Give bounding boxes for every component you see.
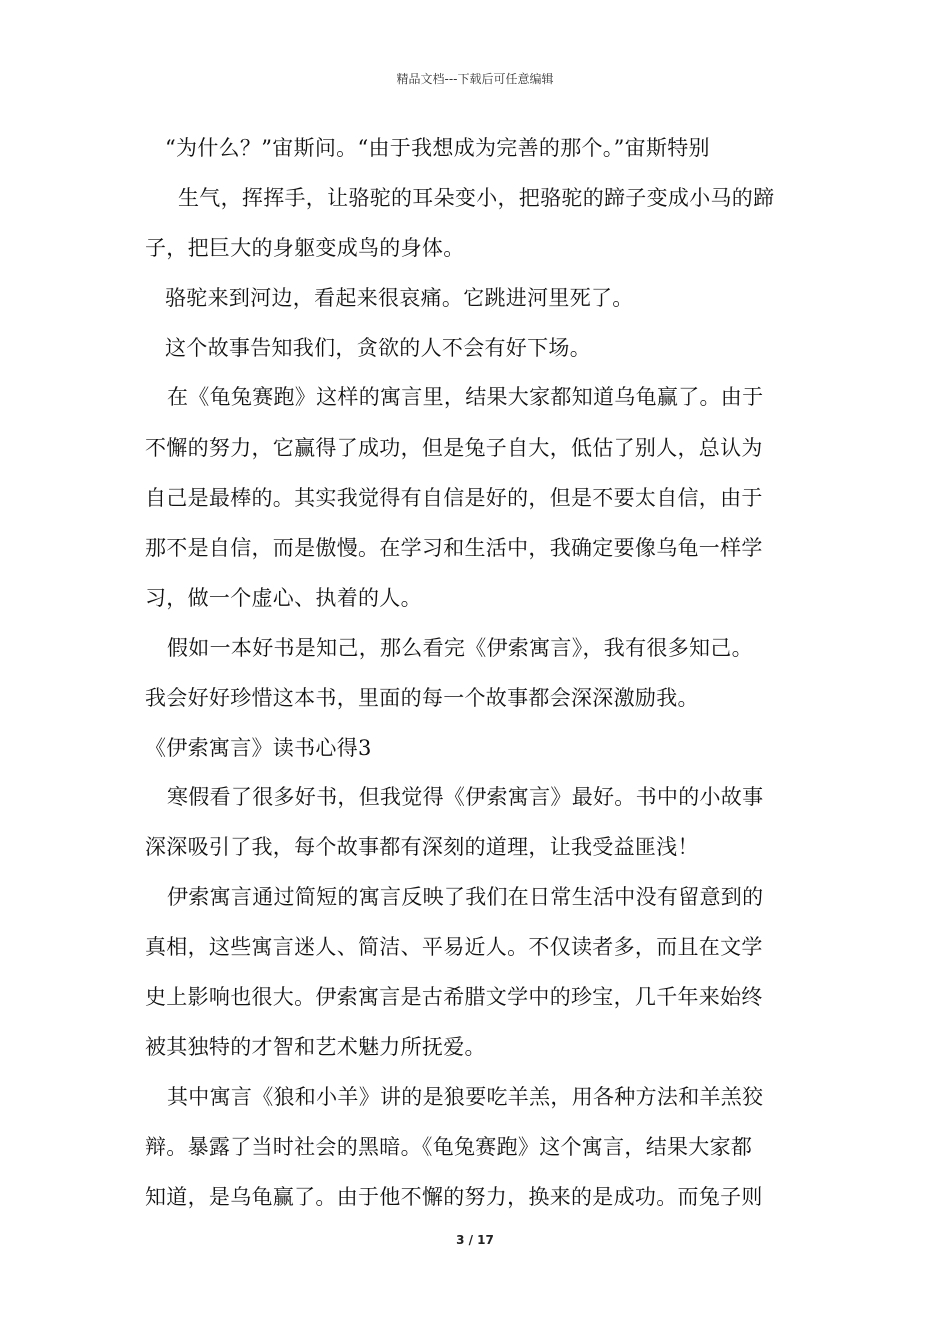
paragraph-line: 其中寓言《狼和小羊》讲的是狼要吃羊羔，用各种方法和羊羔狡 — [167, 1085, 764, 1109]
paragraph-line: 骆驼来到河边，看起来很哀痛。它跳进河里死了。 — [165, 286, 634, 310]
paragraph-line: 伊索寓言通过简短的寓言反映了我们在日常生活中没有留意到的 — [167, 885, 764, 909]
paragraph-line: 深深吸引了我，每个故事都有深刻的道理，让我受益匪浅！ — [145, 835, 699, 859]
page-number: 3 / 17 — [456, 1233, 494, 1247]
paragraph-line: 自己是最棒的。其实我觉得有自信是好的，但是不要太自信，由于 — [145, 486, 763, 510]
page-header: 精品文档---下载后可任意编辑 — [396, 72, 554, 86]
paragraph-line: 这个故事告知我们，贪欲的人不会有好下场。 — [165, 336, 591, 360]
section-heading: 《伊索寓言》读书心得3 — [145, 736, 372, 760]
paragraph-line: 史上影响也很大。伊索寓言是古希腊文学中的珍宝，几千年来始终 — [145, 985, 763, 1009]
paragraph-line: 子，把巨大的身躯变成鸟的身体。 — [145, 236, 465, 260]
paragraph-line: 知道，是乌龟赢了。由于他不懈的努力，换来的是成功。而兔子则 — [145, 1185, 763, 1209]
paragraph-line: 不懈的努力，它赢得了成功，但是兔子自大，低估了别人，总认为 — [145, 436, 763, 460]
paragraph-line: 辩。暴露了当时社会的黑暗。《龟兔赛跑》这个寓言，结果大家都 — [145, 1135, 753, 1159]
paragraph-line: 生气，挥挥手，让骆驼的耳朵变小，把骆驼的蹄子变成小马的蹄 — [178, 186, 775, 210]
paragraph-line: 在《龟兔赛跑》这样的寓言里，结果大家都知道乌龟赢了。由于 — [167, 385, 764, 409]
paragraph-line: 那不是自信，而是傲慢。在学习和生活中，我确定要像乌龟一样学 — [145, 536, 763, 560]
paragraph-line: 假如一本好书是知己，那么看完《伊索寓言》，我有很多知己。 — [167, 636, 753, 660]
paragraph-line: 真相，这些寓言迷人、简洁、平易近人。不仅读者多，而且在文学 — [145, 935, 763, 959]
paragraph-line: 习，做一个虚心、执着的人。 — [145, 586, 422, 610]
paragraph-line: 寒假看了很多好书，但我觉得《伊索寓言》最好。书中的小故事 — [167, 785, 764, 809]
paragraph-line: 我会好好珍惜这本书，里面的每一个故事都会深深激励我。 — [145, 686, 699, 710]
paragraph-line: “为什么？”宙斯问。“由于我想成为完善的那个。”宙斯特别 — [165, 136, 710, 160]
paragraph-line: 被其独特的才智和艺术魅力所抚爱。 — [145, 1035, 486, 1059]
